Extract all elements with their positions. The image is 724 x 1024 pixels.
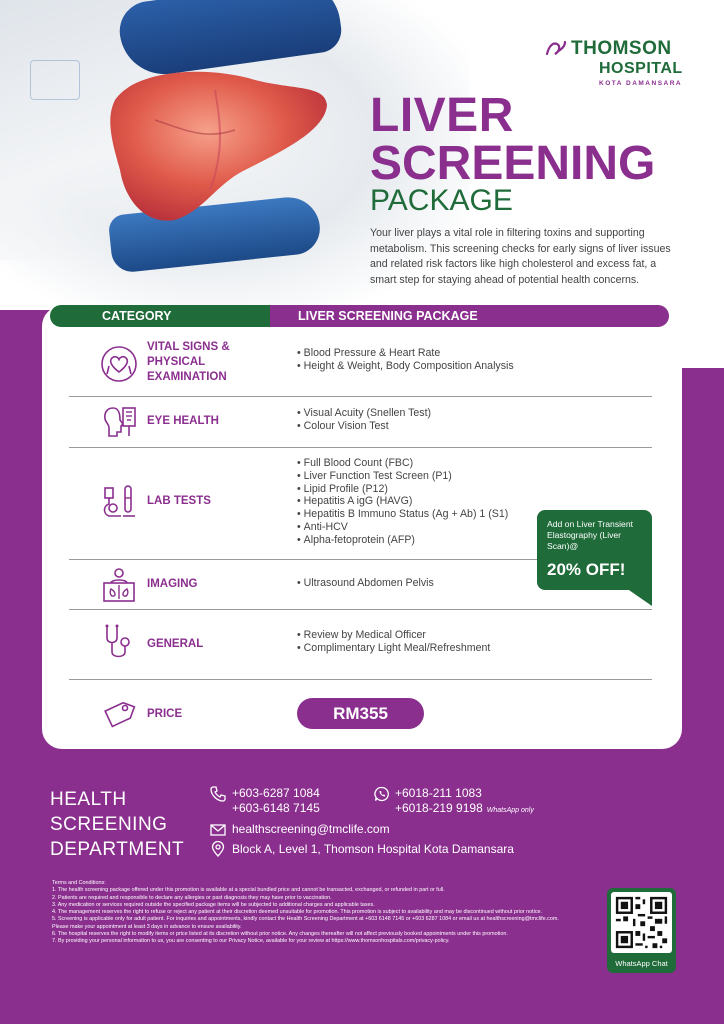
microscope-icon	[99, 482, 139, 522]
item-list	[297, 577, 434, 590]
eye-chart-icon	[99, 402, 139, 442]
terms-item: 2. Patients are required and responsible to declare any allergies or past diagnosis they may have prior to vaccination.	[52, 894, 332, 901]
terms-heading: Terms and Conditions:	[52, 880, 106, 886]
qr-code	[611, 892, 672, 953]
liver-illustration	[95, 60, 330, 230]
list-item: • Complimentary Light Meal/Refreshment	[297, 642, 490, 655]
whatsapp-numbers	[395, 786, 534, 818]
terms-item: 4. The management reserves the right to refuse or reject any patient at their discretion deemed unsuitable for promotion. This promotion is subject to availability and may be discontinued without prior notice.	[52, 909, 543, 916]
row-divider	[69, 609, 652, 610]
terms-item: 3. Any medication or services required outside the specified package items will be subjected to additional charges and applicable taxes.	[52, 901, 375, 908]
title-screening: SCREENING	[370, 137, 656, 190]
thomson-logo-mark-icon	[545, 40, 567, 58]
list-item: • Full Blood Count (FBC)	[297, 457, 508, 470]
promo-badge	[537, 510, 652, 590]
list-item: • Ultrasound Abdomen Pelvis	[297, 577, 434, 590]
item-list	[297, 407, 431, 433]
dept-line: HEALTH	[50, 789, 127, 810]
promo-badge-tail	[626, 588, 652, 606]
promo-discount: 20% OFF!	[547, 560, 626, 579]
list-item: • Anti-HCV	[297, 521, 508, 534]
category-label: IMAGING	[147, 578, 198, 590]
row-vital-signs	[69, 338, 652, 394]
list-item: • Alpha-fetoprotein (AFP)	[297, 534, 508, 547]
terms-item: 1. The health screening package offered under this promotion is available at a special bundled price and cannot be transacted, exchanged, or refunded in part or full.	[52, 887, 445, 894]
item-list	[297, 629, 490, 655]
item-list	[297, 347, 514, 373]
whatsapp-only-note: WhatsApp only	[486, 807, 534, 814]
list-item: • Liver Function Test Screen (P1)	[297, 470, 508, 483]
whatsapp-number[interactable]: +6018-211 1083	[395, 786, 482, 800]
list-item: • Lipid Profile (P12)	[297, 483, 508, 496]
category-label: VITAL SIGNS & PHYSICAL EXAMINATION	[147, 341, 230, 383]
row-divider	[69, 396, 652, 397]
header-category: CATEGORY	[50, 305, 270, 327]
terms-item: 6. The hospital reserves the right to modify items or price listed at its discretion without prior notice. Any changes thereafter will not affect previously booked appointments under this promotion.	[52, 931, 508, 938]
hud-graphic	[30, 60, 80, 100]
phone-number[interactable]: +603-6148 7145	[232, 801, 320, 815]
title-package: PACKAGE	[370, 184, 513, 217]
list-item: • Review by Medical Officer	[297, 629, 490, 642]
item-list	[297, 457, 508, 547]
dept-line: SCREENING	[50, 814, 168, 835]
qr-code-icon	[611, 892, 672, 953]
title-liver: LIVER	[370, 89, 514, 142]
logo-hospital: HOSPITAL	[599, 60, 683, 77]
email-address[interactable]: healthscreening@tmclife.com	[232, 822, 390, 836]
whatsapp-qr[interactable]	[607, 888, 676, 973]
xray-icon	[99, 565, 139, 605]
intro-text: Your liver plays a vital role in filtering toxins and supporting metabolism. This screening checks for early signs of liver issues and related risk factors like high cholesterol and excess fat, a smart step for staying ahead of potential health concerns.	[370, 227, 671, 286]
email-icon	[210, 822, 226, 838]
logo-name: THOMSON	[571, 38, 672, 59]
logo-location: KOTA DAMANSARA	[599, 80, 683, 87]
location-pin-icon	[210, 841, 226, 857]
price-value: RM355	[297, 698, 424, 729]
category-label: GENERAL	[147, 638, 204, 650]
thomson-logo	[545, 38, 685, 87]
terms-item: 7. By providing your personal information to us, you are consenting to our Privacy Notice, available for your review at https://www.thomsonhospitals.com/privacy-policy.	[52, 938, 450, 945]
list-item: • Hepatitis B Immuno Status (Ag + Ab) 1 (S1)	[297, 508, 508, 521]
price-label: PRICE	[147, 708, 183, 720]
row-general	[69, 614, 652, 674]
category-label: EYE HEALTH	[147, 415, 219, 427]
whatsapp-icon	[374, 786, 390, 802]
promo-text: Add on Liver Transient Elastography (Liver Scan)@	[547, 519, 633, 551]
row-eye-health	[69, 400, 652, 444]
list-item: • Hepatitis A igG (HAVG)	[297, 495, 508, 508]
whatsapp-number[interactable]: +6018-219 9198	[395, 801, 483, 815]
terms-and-conditions	[52, 880, 572, 946]
address: Block A, Level 1, Thomson Hospital Kota Damansara	[232, 842, 514, 856]
category-label: LAB TESTS	[147, 495, 211, 507]
phone-icon	[210, 786, 226, 802]
dept-line: DEPARTMENT	[50, 839, 185, 860]
list-item: • Visual Acuity (Snellen Test)	[297, 407, 431, 420]
header-package: LIVER SCREENING PACKAGE	[270, 305, 669, 327]
row-divider	[69, 447, 652, 448]
qr-label: WhatsApp Chat	[615, 959, 668, 968]
phone-numbers	[232, 786, 320, 816]
heart-hands-icon	[99, 344, 139, 384]
department-name	[50, 787, 184, 862]
list-item: • Height & Weight, Body Composition Analysis	[297, 360, 514, 373]
list-item: • Blood Pressure & Heart Rate	[297, 347, 514, 360]
price-tag-icon	[99, 694, 139, 734]
row-divider	[69, 679, 652, 680]
phone-number[interactable]: +603-6287 1084	[232, 786, 320, 800]
terms-item: 5. Screening is applicable only for adult patient. For inquiries and appointments, kindly contact the Health Screening Department at +603 6148 7145 or +603 6287 1084 or email us at healthscreening@tmclife.com. Please make your appointment at least 3 days in advance to ensure availability.	[52, 916, 559, 930]
list-item: • Colour Vision Test	[297, 420, 431, 433]
stethoscope-icon	[99, 622, 139, 662]
